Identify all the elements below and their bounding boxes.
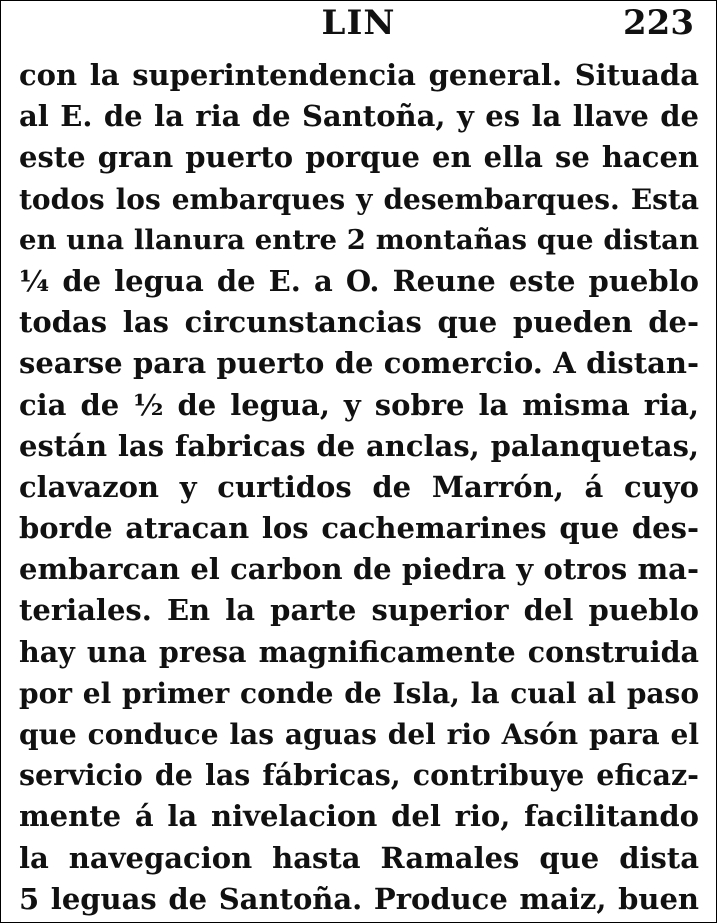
text-line: este gran puerto porque en ella se hacen [19, 140, 699, 175]
text-line: todas las circunstancias que pueden de- [19, 305, 699, 340]
text-line: la navegacion hasta Ramales que dista [19, 840, 699, 875]
page-header [1, 3, 716, 43]
text-line: teriales. En la parte superior del pueblo [19, 593, 699, 628]
text-line: al E. de la ria de Santoña, y es la llave de [19, 99, 699, 134]
text-line: que conduce las aguas del rio Asón para el [19, 718, 699, 751]
text-line: en una llanura entre 2 montañas que distan [19, 223, 699, 256]
text-line: todos los embarques y desembarques. Esta [19, 182, 699, 216]
text-line: cia de ½ de legua, y sobre la misma ria, [19, 387, 699, 422]
running-head: LIN [321, 3, 396, 43]
text-line: 5 leguas de Santoña. Produce maiz, buen [19, 881, 699, 916]
text-line: están las fabricas de anclas, palanquetas, [19, 428, 699, 463]
page-number: 223 [623, 3, 694, 43]
text-line: embarcan el carbon de piedra y otros ma- [19, 552, 699, 587]
text-line: servicio de las fábricas, contribuye eficaz- [19, 758, 699, 793]
text-line: hay una presa magnificamente construida [19, 634, 699, 669]
body-text [19, 55, 699, 920]
text-line: borde atracan los cachemarines que des- [19, 511, 699, 546]
text-line: clavazon y curtidos de Marrón, á cuyo [19, 469, 699, 504]
text-line: mente á la nivelacion del rio, facilitando [19, 799, 699, 834]
text-line: por el primer conde de Isla, la cual al paso [19, 676, 699, 710]
text-line: searse para puerto de comercio. A distan- [19, 346, 699, 381]
text-line: ¼ de legua de E. a O. Reune este pueblo [19, 263, 699, 298]
text-line: con la superintendencia general. Situada [19, 58, 699, 92]
